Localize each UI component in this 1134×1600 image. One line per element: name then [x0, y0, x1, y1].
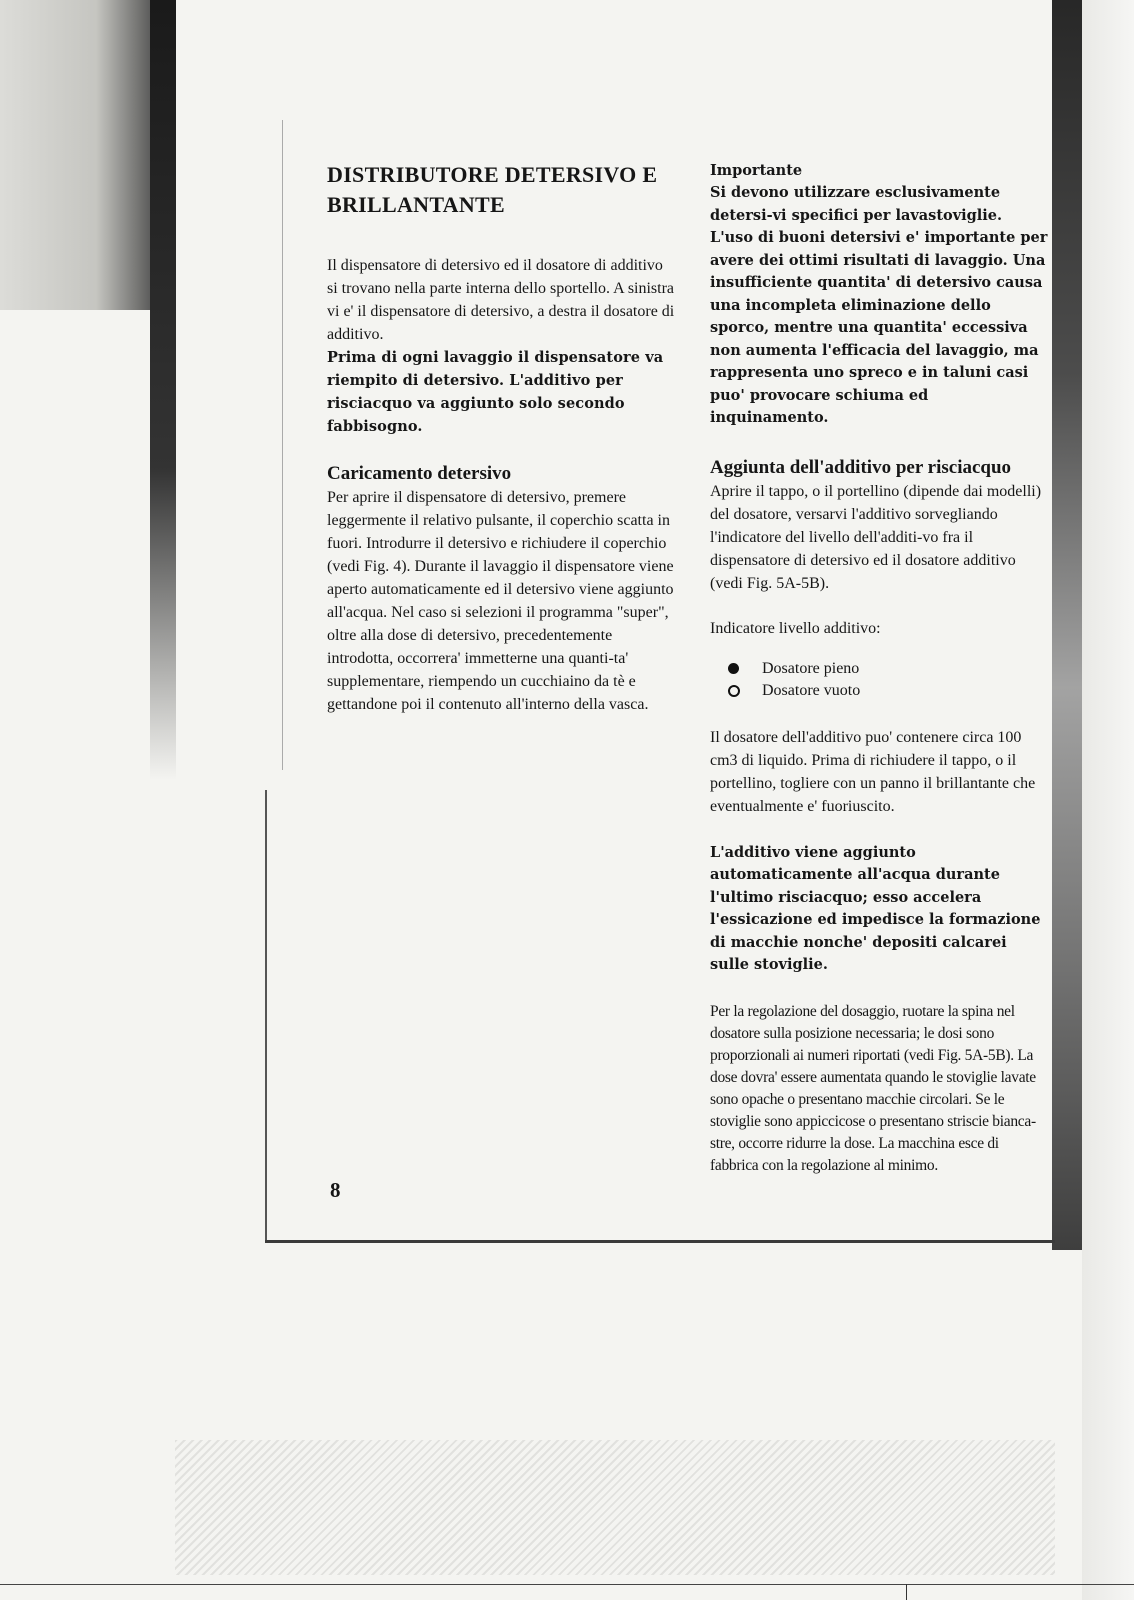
- rinse-aid-paragraph: Aprire il tappo, o il portellino (dipende dai modelli) del dosatore, versarvi l'additivo sorvegliando l'indicatore del livello dell'additi-vo fra il dispensatore di detersivo ed il dosatore additivo (vedi Fig. 5A-5B).: [710, 482, 1042, 592]
- scan-margin-right: [1082, 0, 1134, 1600]
- left-column: [327, 160, 677, 716]
- frame-bottom-rule: [265, 1240, 1055, 1243]
- filled-circle-icon: [728, 663, 739, 674]
- footer-rule: [0, 1584, 1134, 1585]
- footer-tick: [906, 1584, 907, 1600]
- indicator-legend: [710, 658, 1050, 702]
- important-label: Importante: [710, 162, 803, 179]
- intro-bold-paragraph: Prima di ogni lavaggio il dispensatore va riempito di detersivo. L'additivo per risciacquo va aggiunto solo secondo fabbisogno.: [327, 349, 664, 435]
- indicator-full-row: [728, 658, 1050, 680]
- auto-bold-paragraph: L'additivo viene aggiunto automaticamente all'acqua durante l'ultimo risciacquo; esso accelera l'essicazione ed impedisce la formazione di macchie nonche' depositi calcarei sulle stoviglie.: [710, 843, 1041, 973]
- indicator-empty-label: Dosatore vuoto: [762, 681, 861, 699]
- intro-paragraph: Il dispensatore di detersivo ed il dosatore di additivo si trovano nella parte interna dello sportello. A sinistra vi e' il dispensatore di detersivo, a destra il dosatore di additivo.: [327, 257, 675, 343]
- frame-left-rule: [265, 790, 267, 1242]
- empty-circle-icon: [728, 685, 740, 697]
- dosage-paragraph: Per la regolazione del dosaggio, ruotare la spina nel dosatore sulla posizione necessaria; le dosi sono proporzionali ai numeri riportati (vedi Fig. 5A-5B). La dose dovra' essere aumentata quando le stoviglie lavate sono opache o presentano macchie circolari. Se le stoviglie sono appiccicose o presentano striscie bianca-stre, occorre ridurre la dose. La macchina esce di fabbrica con la regolazione al minimo.: [710, 1002, 1036, 1174]
- section-heading-rinse-aid: Aggiunta dell'additivo per risciacquo: [710, 456, 1012, 478]
- indicator-empty-row: [728, 680, 1050, 702]
- indicator-label: Indicatore livello additivo:: [710, 619, 881, 637]
- right-column: [710, 160, 1050, 1177]
- detergent-paragraph: Per aprire il dispensatore di detersivo, premere leggermente il relativo pulsante, il coperchio scatta in fuori. Introdurre il detersivo e richiudere il coperchio (vedi Fig. 4). Durante il lavaggio il dispensatore viene aperto automaticamente ed il detersivo viene aggiunto all'acqua. Nel caso si selezioni il programma "super", oltre alla dose di detersivo, precedentemente introdotta, occorrera' immetterne una quanti-ta' supplementare, riempendo un cucchiaino da tè e gettandone poi il contenuto all'interno della vasca.: [327, 489, 674, 713]
- page-title-line1: DISTRIBUTORE DETERSIVO E: [327, 162, 658, 187]
- scan-shadow-right: [1052, 0, 1082, 1250]
- scan-noise-band: [175, 1440, 1055, 1575]
- page-title: [327, 160, 677, 220]
- indicator-full-label: Dosatore pieno: [762, 659, 860, 677]
- capacity-paragraph: Il dosatore dell'additivo puo' contenere circa 100 cm3 di liquido. Prima di richiudere il tappo, o il portellino, togliere con un panno il brillantante che eventualmente e' fuoriuscito.: [710, 728, 1036, 815]
- important-paragraph: Si devono utilizzare esclusivamente detersi-vi specifici per lavastoviglie. L'uso di buoni detersivi e' importante per avere dei ottimi risultati di lavaggio. Una insufficiente quantita' di detersivo causa una incompleta eliminazione dello sporco, mentre una quantita' eccessiva non aumenta l'efficacia del lavaggio, ma rappresenta uno spreco e in taluni casi puo' provocare schiuma ed inquinamento.: [710, 184, 1048, 426]
- section-heading-detergent: Caricamento detersivo: [327, 463, 512, 484]
- scan-binding-edge: [150, 0, 176, 780]
- page-number: 8: [330, 1178, 341, 1202]
- scan-shadow-left: [0, 0, 175, 310]
- page-title-line2: BRILLANTANTE: [327, 192, 506, 217]
- frame-left-rule-faint: [282, 120, 283, 770]
